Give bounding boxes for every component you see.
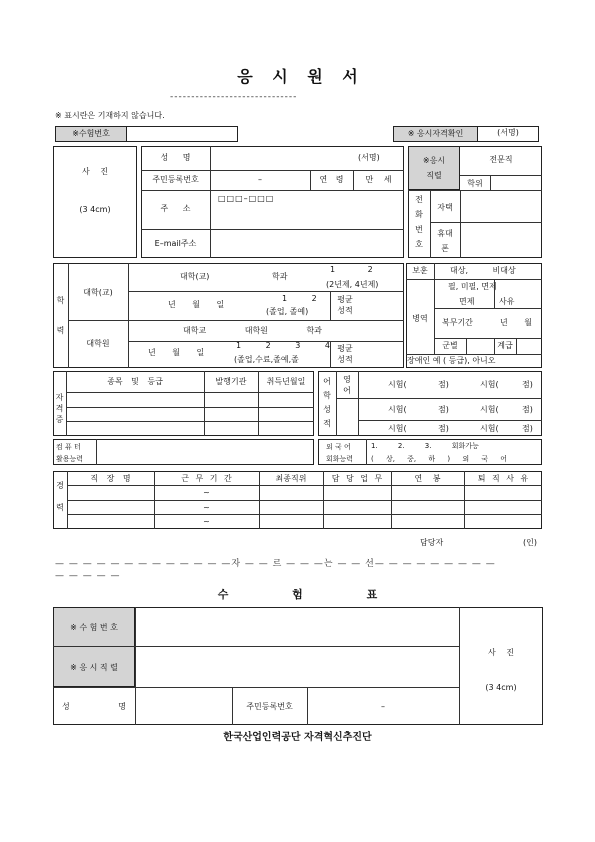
lang-r3-b[interactable]: 시험( bbox=[480, 424, 499, 433]
age-input[interactable]: 만 세 bbox=[365, 175, 392, 184]
job-degree-label: 학위 bbox=[467, 179, 483, 188]
univ-grad-nums[interactable]: 1 2 bbox=[282, 294, 317, 303]
military-period-unit[interactable]: 년 월 bbox=[500, 318, 532, 327]
education-section-label: 학 력 bbox=[56, 296, 65, 335]
ticket-rrn-input[interactable]: – bbox=[381, 702, 385, 711]
job-major[interactable]: 전문직 bbox=[489, 155, 513, 164]
exam-number-label-cell bbox=[55, 126, 127, 142]
univ-grad-date[interactable]: 년 월 일 bbox=[168, 300, 225, 309]
license-col-item: 종목 및 등급 bbox=[107, 377, 163, 386]
lang-r1-a[interactable]: 시험( bbox=[388, 380, 407, 389]
ticket-job-label: ※ 응 시 직 렬 bbox=[70, 663, 118, 672]
lang-r1-a-end: 점) bbox=[438, 380, 449, 389]
photo-size: (3 4cm) bbox=[79, 205, 111, 214]
grad-status: (졸업,수료,졸예,졸 bbox=[234, 355, 299, 364]
univ-years[interactable]: 1 2 bbox=[330, 265, 373, 274]
confirm-label-cell bbox=[393, 126, 478, 142]
career-col-company: 직 장 명 bbox=[90, 474, 131, 483]
ticket-job-input[interactable] bbox=[137, 648, 457, 685]
career-row1-tilde[interactable]: ~ bbox=[203, 488, 210, 497]
computer-skill-label: 컴 퓨 터 활용능력 bbox=[56, 443, 84, 463]
career-col-salary: 연 봉 bbox=[414, 474, 441, 483]
mobile-phone-label: 휴대 폰 bbox=[437, 229, 453, 253]
license-section-label: 자 격 증 bbox=[55, 393, 64, 424]
grad-school-line[interactable]: 대학교 대학원 학과 bbox=[183, 326, 322, 335]
ticket-photo-size: (3 4cm) bbox=[485, 683, 517, 692]
grad-school-label: 대학원 bbox=[86, 339, 110, 348]
confirm-label: ※ 응시자격확인 bbox=[407, 129, 464, 138]
lang-r1-b[interactable]: 시험( bbox=[480, 380, 499, 389]
career-section-label: 경 력 bbox=[56, 481, 64, 512]
address-label: 주 소 bbox=[160, 204, 191, 213]
license-col-issuer: 발행기관 bbox=[215, 377, 247, 386]
grad-nums[interactable]: 1 2 3 4 bbox=[236, 341, 330, 350]
name-input[interactable] bbox=[212, 148, 352, 168]
email-input[interactable] bbox=[212, 231, 402, 256]
lang-r3-b-end: 점) bbox=[522, 424, 533, 433]
email-label: E–mail주소 bbox=[154, 239, 197, 248]
military-reason: 사유 bbox=[499, 297, 515, 306]
military-exempt: 면제 bbox=[459, 297, 475, 306]
military-rank-label: 계급 bbox=[497, 341, 513, 350]
job-label-cell bbox=[408, 146, 460, 190]
univ-label: 대학(교) bbox=[83, 288, 113, 297]
ticket-name-label: 성 명 bbox=[62, 702, 126, 711]
postal-code[interactable]: □□□–□□□ bbox=[218, 194, 275, 203]
veteran-options[interactable]: 대상, 비대상 bbox=[450, 266, 516, 275]
lang-r2-b-end: 점) bbox=[522, 405, 533, 414]
military-branch-label: 군별 bbox=[442, 341, 458, 350]
computer-skill-input[interactable] bbox=[98, 441, 312, 463]
military-section-label: 병역 bbox=[412, 314, 428, 323]
grad-gpa-label: 평균 성적 bbox=[337, 344, 353, 364]
grad-date[interactable]: 년 월 일 bbox=[148, 348, 205, 357]
ticket-label-col bbox=[53, 607, 135, 687]
exam-number-label: ※수험번호 bbox=[72, 129, 110, 138]
lang-r2-b[interactable]: 시험( bbox=[480, 405, 499, 414]
cut-line-tail: — — — — — bbox=[55, 571, 121, 581]
univ-year-type: (2년제, 4년제) bbox=[326, 280, 379, 289]
career-col-position: 최종직위 bbox=[275, 474, 307, 483]
ticket-title: 수 험 표 bbox=[217, 588, 378, 601]
disabled-row[interactable]: 장애인 예 ( 등급), 아니오 bbox=[407, 356, 496, 365]
photo-label: 사 진 bbox=[82, 167, 108, 176]
univ-grad-status: (졸업, 졸예) bbox=[266, 307, 309, 316]
home-phone-input[interactable] bbox=[462, 192, 540, 220]
ticket-photo-label: 사 진 bbox=[488, 648, 514, 657]
univ-gpa-label: 평균 성적 bbox=[337, 295, 353, 315]
officer-label: 담당자 bbox=[420, 538, 444, 547]
english-label: 영 어 bbox=[343, 375, 351, 395]
lang-r1-b-end: 점) bbox=[522, 380, 533, 389]
foreign-lang-label: 외 국 어 회화능력 bbox=[326, 443, 354, 463]
career-col-duty: 담 당 업 무 bbox=[331, 474, 383, 483]
officer-seal[interactable]: (인) bbox=[523, 538, 537, 547]
career-row3-tilde[interactable]: ~ bbox=[203, 517, 210, 526]
foreign-lang-line2[interactable]: ( 상, 중, 하 ) 외 국 어 bbox=[371, 455, 508, 463]
ticket-exam-no-label: ※ 수 험 번 호 bbox=[70, 623, 118, 632]
license-col-date: 취득년월일 bbox=[266, 377, 306, 386]
job-label: ※응시 직렬 bbox=[422, 156, 446, 180]
notice-text: ※ 표시란은 기재하지 않습니다. bbox=[55, 111, 165, 120]
veteran-label: 보훈 bbox=[412, 266, 428, 275]
military-period-label: 복무기간 bbox=[442, 318, 473, 327]
cut-line: — — — — — — — — — — — — —자 — — 르 — — —는 — — 선— — — — — — — — — bbox=[55, 559, 496, 569]
military-service[interactable]: 필, 미필, 면제 bbox=[448, 282, 497, 291]
photo-box[interactable] bbox=[53, 146, 137, 258]
title-underline: ------------------------------ bbox=[170, 92, 298, 102]
form-title: 응 시 원 서 bbox=[237, 67, 358, 86]
confirm-sign: (서명) bbox=[497, 128, 519, 137]
rrn-label: 주민등록번호 bbox=[152, 175, 199, 184]
career-col-reason: 퇴 직 사 유 bbox=[477, 474, 529, 483]
age-label: 연 령 bbox=[319, 175, 344, 184]
lang-r2-a-end: 점) bbox=[438, 405, 449, 414]
language-section-label: 어 학 성 적 bbox=[323, 377, 331, 428]
name-sign: (서명) bbox=[358, 153, 380, 162]
name-label: 성 명 bbox=[160, 153, 191, 162]
rrn-input[interactable]: – bbox=[258, 175, 262, 184]
univ-dept-line[interactable]: 대학(교) 학과 bbox=[180, 272, 288, 281]
lang-r3-a-end: 점) bbox=[438, 424, 449, 433]
career-row2-tilde[interactable]: ~ bbox=[203, 503, 210, 512]
lang-r3-a[interactable]: 시험( bbox=[388, 424, 407, 433]
ticket-rrn-label: 주민등록번호 bbox=[246, 702, 293, 711]
foreign-lang-line1[interactable]: 1. 2. 3. 회화가능 bbox=[371, 442, 479, 450]
home-phone-label: 자택 bbox=[437, 203, 453, 212]
ticket-name-input[interactable] bbox=[137, 689, 230, 723]
mobile-phone-input[interactable] bbox=[462, 224, 540, 256]
lang-r2-a[interactable]: 시험( bbox=[388, 405, 407, 414]
career-col-period: 근 무 기 간 bbox=[181, 474, 232, 483]
issuer-name: 한국산업인력공단 자격혁신추진단 bbox=[223, 732, 372, 743]
ticket-exam-no-input[interactable] bbox=[137, 609, 457, 644]
phone-label: 전 화 번 호 bbox=[415, 195, 423, 249]
